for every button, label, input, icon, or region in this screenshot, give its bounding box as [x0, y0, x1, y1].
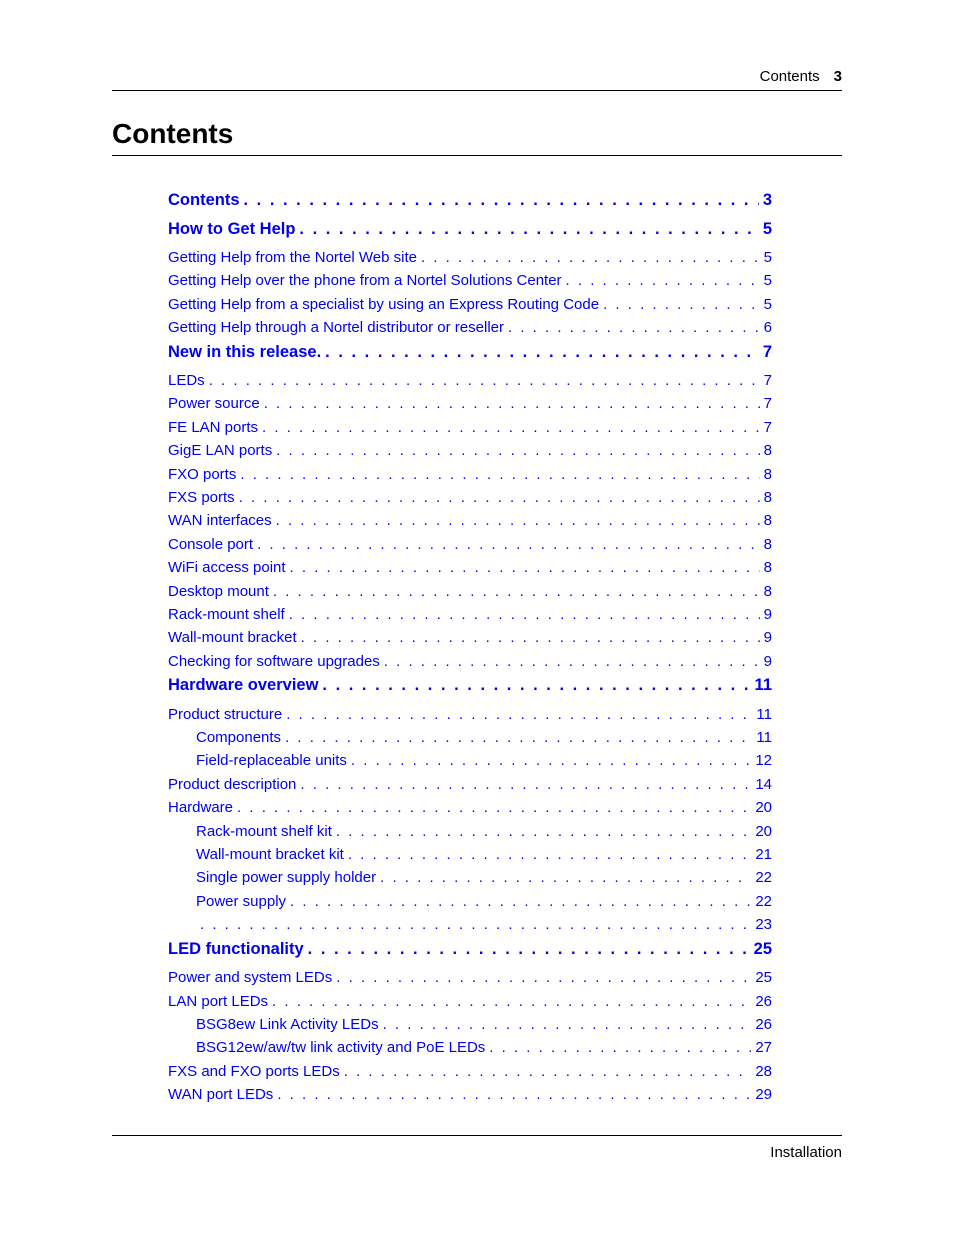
toc-entry[interactable]	[168, 1085, 772, 1105]
toc-entry-label: Hardware overview	[168, 676, 319, 694]
title-rule	[112, 155, 842, 156]
toc-entry-label: LAN port LEDs	[168, 993, 269, 1010]
toc-entry[interactable]	[168, 1062, 772, 1082]
toc-leader-dots	[603, 295, 760, 315]
toc-entry[interactable]	[168, 371, 772, 391]
toc-leader-dots	[336, 968, 751, 988]
toc-entry-page-number: 11	[754, 676, 772, 694]
toc-entry-page-number: 8	[763, 489, 772, 506]
toc-entry-label: How to Get Help	[168, 220, 296, 238]
toc-entry[interactable]	[168, 190, 772, 210]
toc-leader-dots	[299, 219, 758, 239]
toc-leader-dots	[276, 511, 760, 531]
toc-leader-dots	[237, 798, 751, 818]
toc-entry[interactable]	[168, 342, 772, 362]
toc-entry[interactable]	[196, 751, 772, 771]
page-footer: Installation	[770, 1144, 842, 1161]
toc-entry-label: Hardware	[168, 799, 234, 816]
toc-entry-page-number: 29	[755, 1086, 772, 1103]
toc-leader-dots	[285, 728, 752, 748]
toc-entry[interactable]	[168, 705, 772, 725]
toc-leader-dots	[264, 394, 760, 414]
toc-entry-page-number: 7	[763, 395, 772, 412]
toc-entry-label: Product structure	[168, 706, 283, 723]
toc-leader-dots	[272, 992, 751, 1012]
toc-entry[interactable]	[168, 939, 772, 959]
toc-leader-dots	[308, 939, 750, 959]
running-header-section: Contents	[759, 68, 820, 85]
toc-leader-dots	[239, 488, 760, 508]
toc-entry-label: Checking for software upgrades	[168, 653, 380, 670]
toc-entry[interactable]	[168, 318, 772, 338]
toc-leader-dots	[344, 1062, 752, 1082]
toc-leader-dots	[273, 582, 760, 602]
toc-entry-page-number: 9	[763, 629, 772, 646]
toc-entry[interactable]	[168, 418, 772, 438]
toc-entry[interactable]	[168, 219, 772, 239]
toc-leader-dots	[383, 1015, 752, 1035]
toc-entry[interactable]	[168, 992, 772, 1012]
toc-leader-dots	[276, 441, 759, 461]
toc-entry-label: New in this release.	[168, 343, 322, 361]
toc-entry[interactable]	[168, 675, 772, 695]
toc-entry-page-number: 21	[755, 846, 772, 863]
toc-leader-dots	[290, 558, 760, 578]
footer-rule	[112, 1135, 842, 1136]
toc-leader-dots	[489, 1038, 751, 1058]
toc-entry-label: Power supply	[196, 893, 287, 910]
running-header-page-number: 3	[833, 68, 842, 85]
toc-entry[interactable]	[196, 1038, 772, 1058]
toc-entry-page-number: 9	[763, 653, 772, 670]
header-rule	[112, 90, 842, 91]
toc-entry[interactable]	[168, 652, 772, 672]
toc-entry-page-number: 8	[763, 559, 772, 576]
toc-leader-dots	[300, 775, 751, 795]
toc-entry[interactable]	[168, 628, 772, 648]
toc-entry-label: Wall-mount bracket kit	[196, 846, 344, 863]
toc-entry-label: FXS and FXO ports LEDs	[168, 1063, 340, 1080]
toc-entry-page-number: 7	[763, 372, 772, 389]
toc-leader-dots	[421, 248, 760, 268]
toc-entry-label: BSG12ew/aw/tw link activity and PoE LEDs	[196, 1039, 486, 1056]
toc-entry-page-number: 20	[755, 799, 772, 816]
toc-entry[interactable]	[168, 535, 772, 555]
toc-entry-page-number: 5	[762, 220, 772, 238]
toc-entry[interactable]	[168, 488, 772, 508]
toc-entry-label: WAN interfaces	[168, 512, 272, 529]
toc-entry-page-number: 26	[755, 1016, 772, 1033]
toc-entry-label: FXO ports	[168, 466, 237, 483]
toc-entry-label: Desktop mount	[168, 583, 269, 600]
toc-entry-page-number: 14	[755, 776, 772, 793]
toc-entry-label: Power source	[168, 395, 260, 412]
toc-entry-page-number: 11	[756, 729, 772, 746]
toc-entry[interactable]	[168, 775, 772, 795]
toc-entry[interactable]	[168, 441, 772, 461]
toc-entry-page-number: 8	[763, 466, 772, 483]
toc-leader-dots	[290, 892, 751, 912]
toc-leader-dots	[240, 465, 759, 485]
toc-entry-label: BSG8ew Link Activity LEDs	[196, 1016, 379, 1033]
toc-entry-label: WAN port LEDs	[168, 1086, 274, 1103]
toc-entry[interactable]	[168, 394, 772, 414]
toc-entry-page-number: 25	[755, 969, 772, 986]
toc-entry-page-number: 22	[755, 869, 772, 886]
toc-entry-label: GigE LAN ports	[168, 442, 273, 459]
toc-leader-dots	[209, 371, 760, 391]
toc-entry-label: Components	[196, 729, 282, 746]
toc-entry-label: Rack-mount shelf kit	[196, 823, 332, 840]
toc-entry-page-number: 3	[762, 191, 772, 209]
toc-entry-label: Getting Help over the phone from a Nortel Solutions Center	[168, 272, 562, 289]
toc-entry[interactable]	[196, 1015, 772, 1035]
toc-entry[interactable]	[196, 728, 772, 748]
toc-entry[interactable]	[196, 892, 772, 912]
toc-entry-label: WiFi access point	[168, 559, 286, 576]
toc-entry-label: FE LAN ports	[168, 419, 259, 436]
toc-entry-label: Power and system LEDs	[168, 969, 333, 986]
running-header	[760, 68, 842, 85]
toc-leader-dots	[262, 418, 760, 438]
toc-entry[interactable]	[168, 248, 772, 268]
toc-entry-label: Getting Help from a specialist by using an Express Routing Code	[168, 296, 600, 313]
toc-entry-page-number: 5	[763, 272, 772, 289]
toc-entry-page-number: 6	[763, 319, 772, 336]
toc-entry-label: Single power supply holder	[196, 869, 377, 886]
toc-entry[interactable]	[168, 582, 772, 602]
toc-entry-page-number: 5	[763, 249, 772, 266]
toc-entry[interactable]	[196, 868, 772, 888]
toc-entry-page-number: 26	[755, 993, 772, 1010]
toc-entry-page-number: 11	[756, 706, 772, 723]
toc-leader-dots	[322, 675, 750, 695]
toc-leader-dots	[566, 271, 760, 291]
toc-entry-page-number: 7	[763, 419, 772, 436]
toc-leader-dots	[257, 535, 760, 555]
toc-leader-dots	[351, 751, 751, 771]
toc-entry-label: LEDs	[168, 372, 205, 389]
toc-entry[interactable]	[168, 558, 772, 578]
toc-entry-label: Rack-mount shelf	[168, 606, 285, 623]
toc-entry-page-number: 27	[755, 1039, 772, 1056]
toc-leader-dots	[277, 1085, 751, 1105]
page-title: Contents	[112, 118, 234, 149]
toc-entry-label: Product description	[168, 776, 297, 793]
toc-entry-page-number: 28	[755, 1063, 772, 1080]
toc-entry-label: LED functionality	[168, 940, 304, 958]
toc-entry[interactable]	[168, 798, 772, 818]
toc-leader-dots	[200, 915, 751, 935]
toc-entry-page-number: 8	[763, 442, 772, 459]
toc-entry-label: Field-replaceable units	[196, 752, 347, 769]
toc-leader-dots	[348, 845, 751, 865]
toc-leader-dots	[508, 318, 760, 338]
toc-entry[interactable]	[168, 465, 772, 485]
toc-entry[interactable]	[168, 271, 772, 291]
toc-entry[interactable]	[196, 822, 772, 842]
toc-entry-page-number: 5	[763, 296, 772, 313]
toc-entry-page-number: 8	[763, 536, 772, 553]
toc-leader-dots	[325, 342, 759, 362]
toc-entry[interactable]	[196, 915, 772, 935]
toc-entry-label: Getting Help through a Nortel distributor or reseller	[168, 319, 504, 336]
toc-entry-page-number: 12	[755, 752, 772, 769]
toc-leader-dots	[384, 652, 760, 672]
toc-entry[interactable]	[168, 968, 772, 988]
toc-leader-dots	[244, 190, 759, 210]
toc-entry[interactable]	[196, 845, 772, 865]
toc-entry-page-number: 9	[763, 606, 772, 623]
toc-entry-page-number: 25	[753, 940, 772, 958]
toc-entry-label: Console port	[168, 536, 254, 553]
toc-entry[interactable]	[168, 295, 772, 315]
toc-leader-dots	[286, 705, 752, 725]
toc-entry[interactable]	[168, 605, 772, 625]
toc-entry-page-number: 22	[755, 893, 772, 910]
toc-entry-page-number: 20	[755, 823, 772, 840]
toc-entry-label: Contents	[168, 191, 240, 209]
toc-entry-page-number: 8	[763, 583, 772, 600]
toc-entry-page-number: 23	[755, 916, 772, 933]
toc-leader-dots	[301, 628, 760, 648]
toc-entry-page-number: 7	[762, 343, 772, 361]
toc-leader-dots	[336, 822, 751, 842]
toc-leader-dots	[380, 868, 751, 888]
toc-entry-label: Wall-mount bracket	[168, 629, 297, 646]
toc-leader-dots	[289, 605, 760, 625]
toc-entry-label: Getting Help from the Nortel Web site	[168, 249, 417, 266]
toc-entry-label: FXS ports	[168, 489, 235, 506]
toc-entry[interactable]	[168, 511, 772, 531]
toc-entry-page-number: 8	[763, 512, 772, 529]
